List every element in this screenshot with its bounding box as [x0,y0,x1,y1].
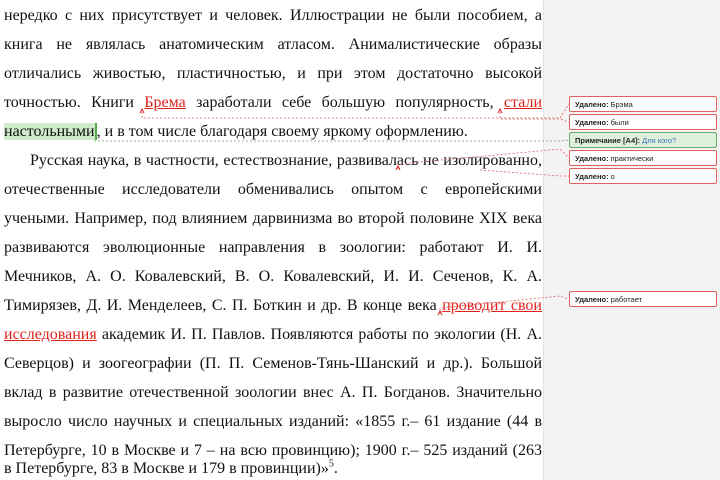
markup-pane [543,0,720,480]
text-segment: академик И. П. Павлов. Появляются работы по экологии (Н. А. [96,326,542,343]
text-line-4 [4,93,542,113]
balloon-deleted-brema[interactable] [569,96,717,112]
text-line-5 [4,122,542,142]
balloon-deleted-rabotaet[interactable] [569,291,717,307]
insertion-issledovaniya[interactable]: исследования [4,326,97,343]
text-segment: Тимирязев, Д. И. Менделеев, С. П. Боткин и др. В конце века [4,297,443,314]
footnote-ref[interactable]: 5 [328,458,334,470]
text-line-9: развиваются эволюционные направления в зоологии: работают И. И. [4,239,542,256]
balloon-kind: Примечание [А4]: [575,136,641,145]
commented-text[interactable]: настольными [4,123,95,140]
balloon-deleted-prakticheski[interactable] [569,150,717,166]
text-line-2: книга не являлась анатомическим атласом. Анималистические образы [4,36,542,53]
balloon-kind: Удалено: [575,154,609,163]
text-segment: , и в том числе благодаря своему яркому оформлению. [96,123,468,140]
balloon-text: практически [610,154,654,163]
balloon-kind: Удалено: [575,295,609,304]
text-line-14: вклад в развитие отечественной зоологии внес А. П. Богданов. Значительно [4,384,542,401]
balloon-text: работает [610,295,643,304]
text-line-17 [4,459,542,479]
balloon-deleted-byli[interactable] [569,114,717,130]
text-line-6: Русская наука, в частности, естествознание, развивалась не изолированно, [30,152,542,169]
insertion-provodit[interactable]: проводит свои [442,297,542,314]
text-line-15: выросло число научных и специальных изданий: «1855 г.– 61 издание (44 в [4,413,542,430]
text-segment: . [333,460,338,477]
text-line-11 [4,296,542,316]
text-line-8: учеными. Например, под влиянием дарвинизма во второй половине XIX века [4,210,542,227]
balloon-kind: Удалено: [575,100,609,109]
balloon-text: были [610,118,629,127]
balloon-comment-a4[interactable] [569,132,717,148]
text-line-12 [4,325,542,345]
text-line-13: Северцов) и зоогеографии (П. П. Семенов-Тянь-Шанский и др.). Большой [4,355,542,372]
balloon-deleted-o[interactable] [569,168,717,184]
text-segment: в Петербурге, 83 в Москве и 179 в провинции)» [4,460,329,477]
balloon-text: Для кого? [642,136,677,145]
text-line-10: Мечников, А. О. Ковалевский, В. О. Ковалевский, И. И. Сеченов, К. А. [4,268,542,285]
balloon-kind: Удалено: [575,118,609,127]
text-line-1: нередко с них присутствует и человек. Иллюстрации не были пособием, а [4,7,542,24]
text-line-3: отличались живостью, пластичностью, и при этом достаточно высокой [4,65,542,82]
balloon-text: о [610,172,615,181]
insertion-brema[interactable]: Брема [144,94,186,111]
text-line-7: отечественные исследователи обменивались опытом с европейскими [4,181,542,198]
text-line-16: Петербурге, 10 в Москве и 7 – на всю провинцию); 1900 г.– 525 изданий (263 [4,442,542,459]
text-segment: точностью. Книги [4,94,145,111]
balloon-kind: Удалено: [575,172,609,181]
text-segment: заработали себе большую популярность, [185,94,504,111]
balloon-text: Брэма [610,100,633,109]
insertion-stali[interactable]: стали [503,94,542,111]
